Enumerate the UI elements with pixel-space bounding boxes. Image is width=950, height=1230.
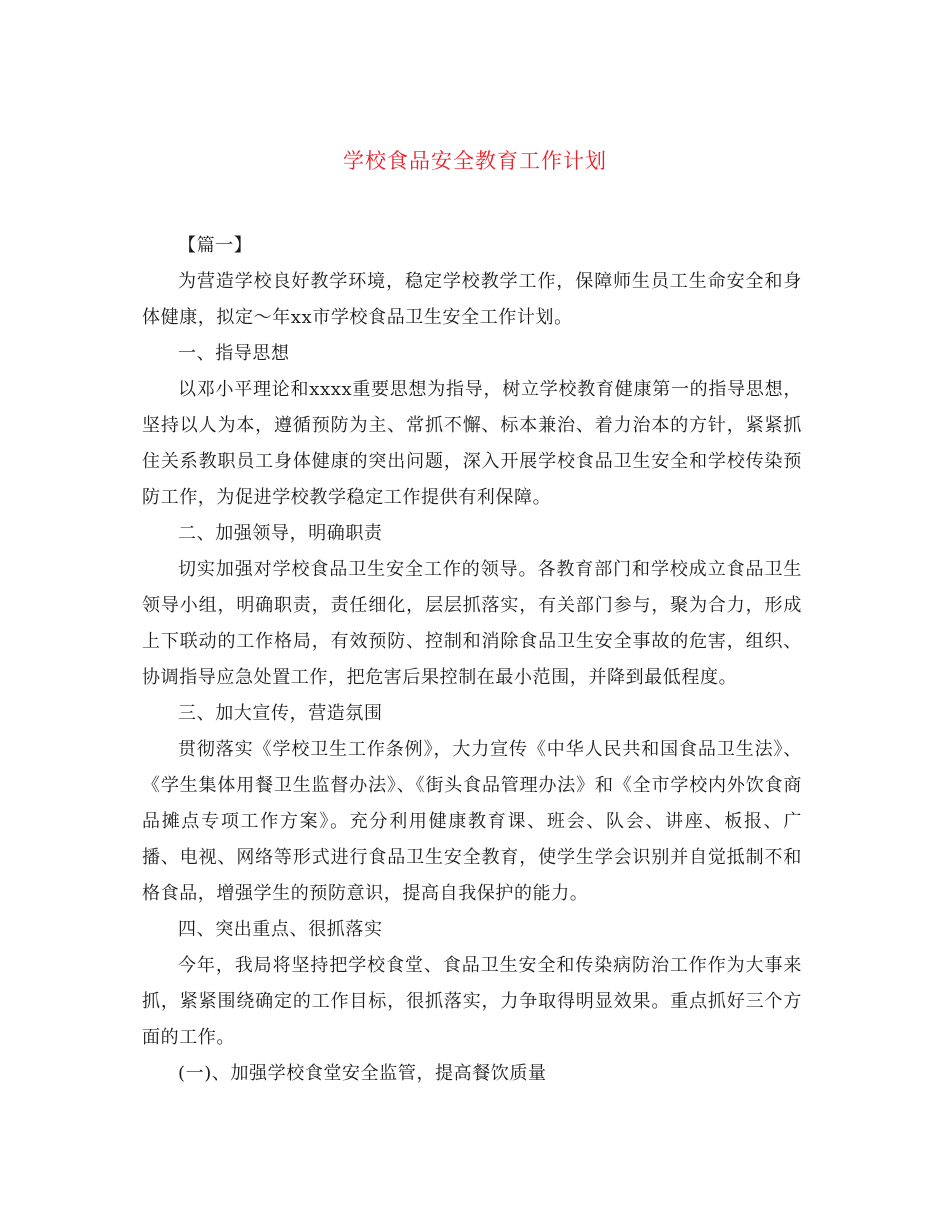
heading-publicity: 三、加大宣传，营造氛围 [178,703,383,724]
heading-guiding-thought: 一、指导思想 [178,343,290,364]
paragraph-intro: 为营造学校良好教学环境，稳定学校教学工作，保障师生员工生命安全和身体健康，拟定～年xx市学校食品卫生安全工作计划。 [142,271,802,328]
subheading-canteen: (一)、加强学校食堂安全监管，提高餐饮质量 [178,1063,547,1084]
document-title: 学校食品安全教育工作计划 [343,149,607,173]
section-label: 【篇一】 [178,235,253,256]
paragraph-publicity: 贯彻落实《学校卫生工作条例》，大力宣传《中华人民共和国食品卫生法》、《学生集体用餐卫生监督办法》、《街头食品管理办法》和《全市学校内外饮食商品摊点专项工作方案》。充分利用健康教育课、班会、队会、讲座、板报、广播、电视、网络等形式进行食品卫生安全教育，使学生学会识别并自觉抵制不和格食品，增强学生的预防意识，提高自我保护的能力。 [142,739,802,904]
paragraph-guiding-thought: 以邓小平理论和xxxx重要思想为指导，树立学校教育健康第一的指导思想，坚持以人为本，遵循预防为主、常抓不懈、标本兼治、着力治本的方针，紧紧抓住关系教职员工身体健康的突出问题，深入开展学校食品卫生安全和学校传染预防工作，为促进学校教学稳定工作提供有利保障。 [142,379,802,508]
heading-key-points: 四、突出重点、很抓落实 [178,919,383,940]
paragraph-key-points: 今年，我局将坚持把学校食堂、食品卫生安全和传染病防治工作作为大事来抓，紧紧围绕确定的工作目标，很抓落实，力争取得明显效果。重点抓好三个方面的工作。 [142,955,802,1048]
document-body [142,228,802,1092]
heading-leadership: 二、加强领导，明确职责 [178,523,383,544]
paragraph-leadership: 切实加强对学校食品卫生安全工作的领导。各教育部门和学校成立食品卫生领导小组，明确职责，责任细化，层层抓落实，有关部门参与，聚为合力，形成上下联动的工作格局，有效预防、控制和消除食品卫生安全事故的危害，组织、协调指导应急处置工作，把危害后果控制在最小范围，并降到最低程度。 [142,559,802,688]
